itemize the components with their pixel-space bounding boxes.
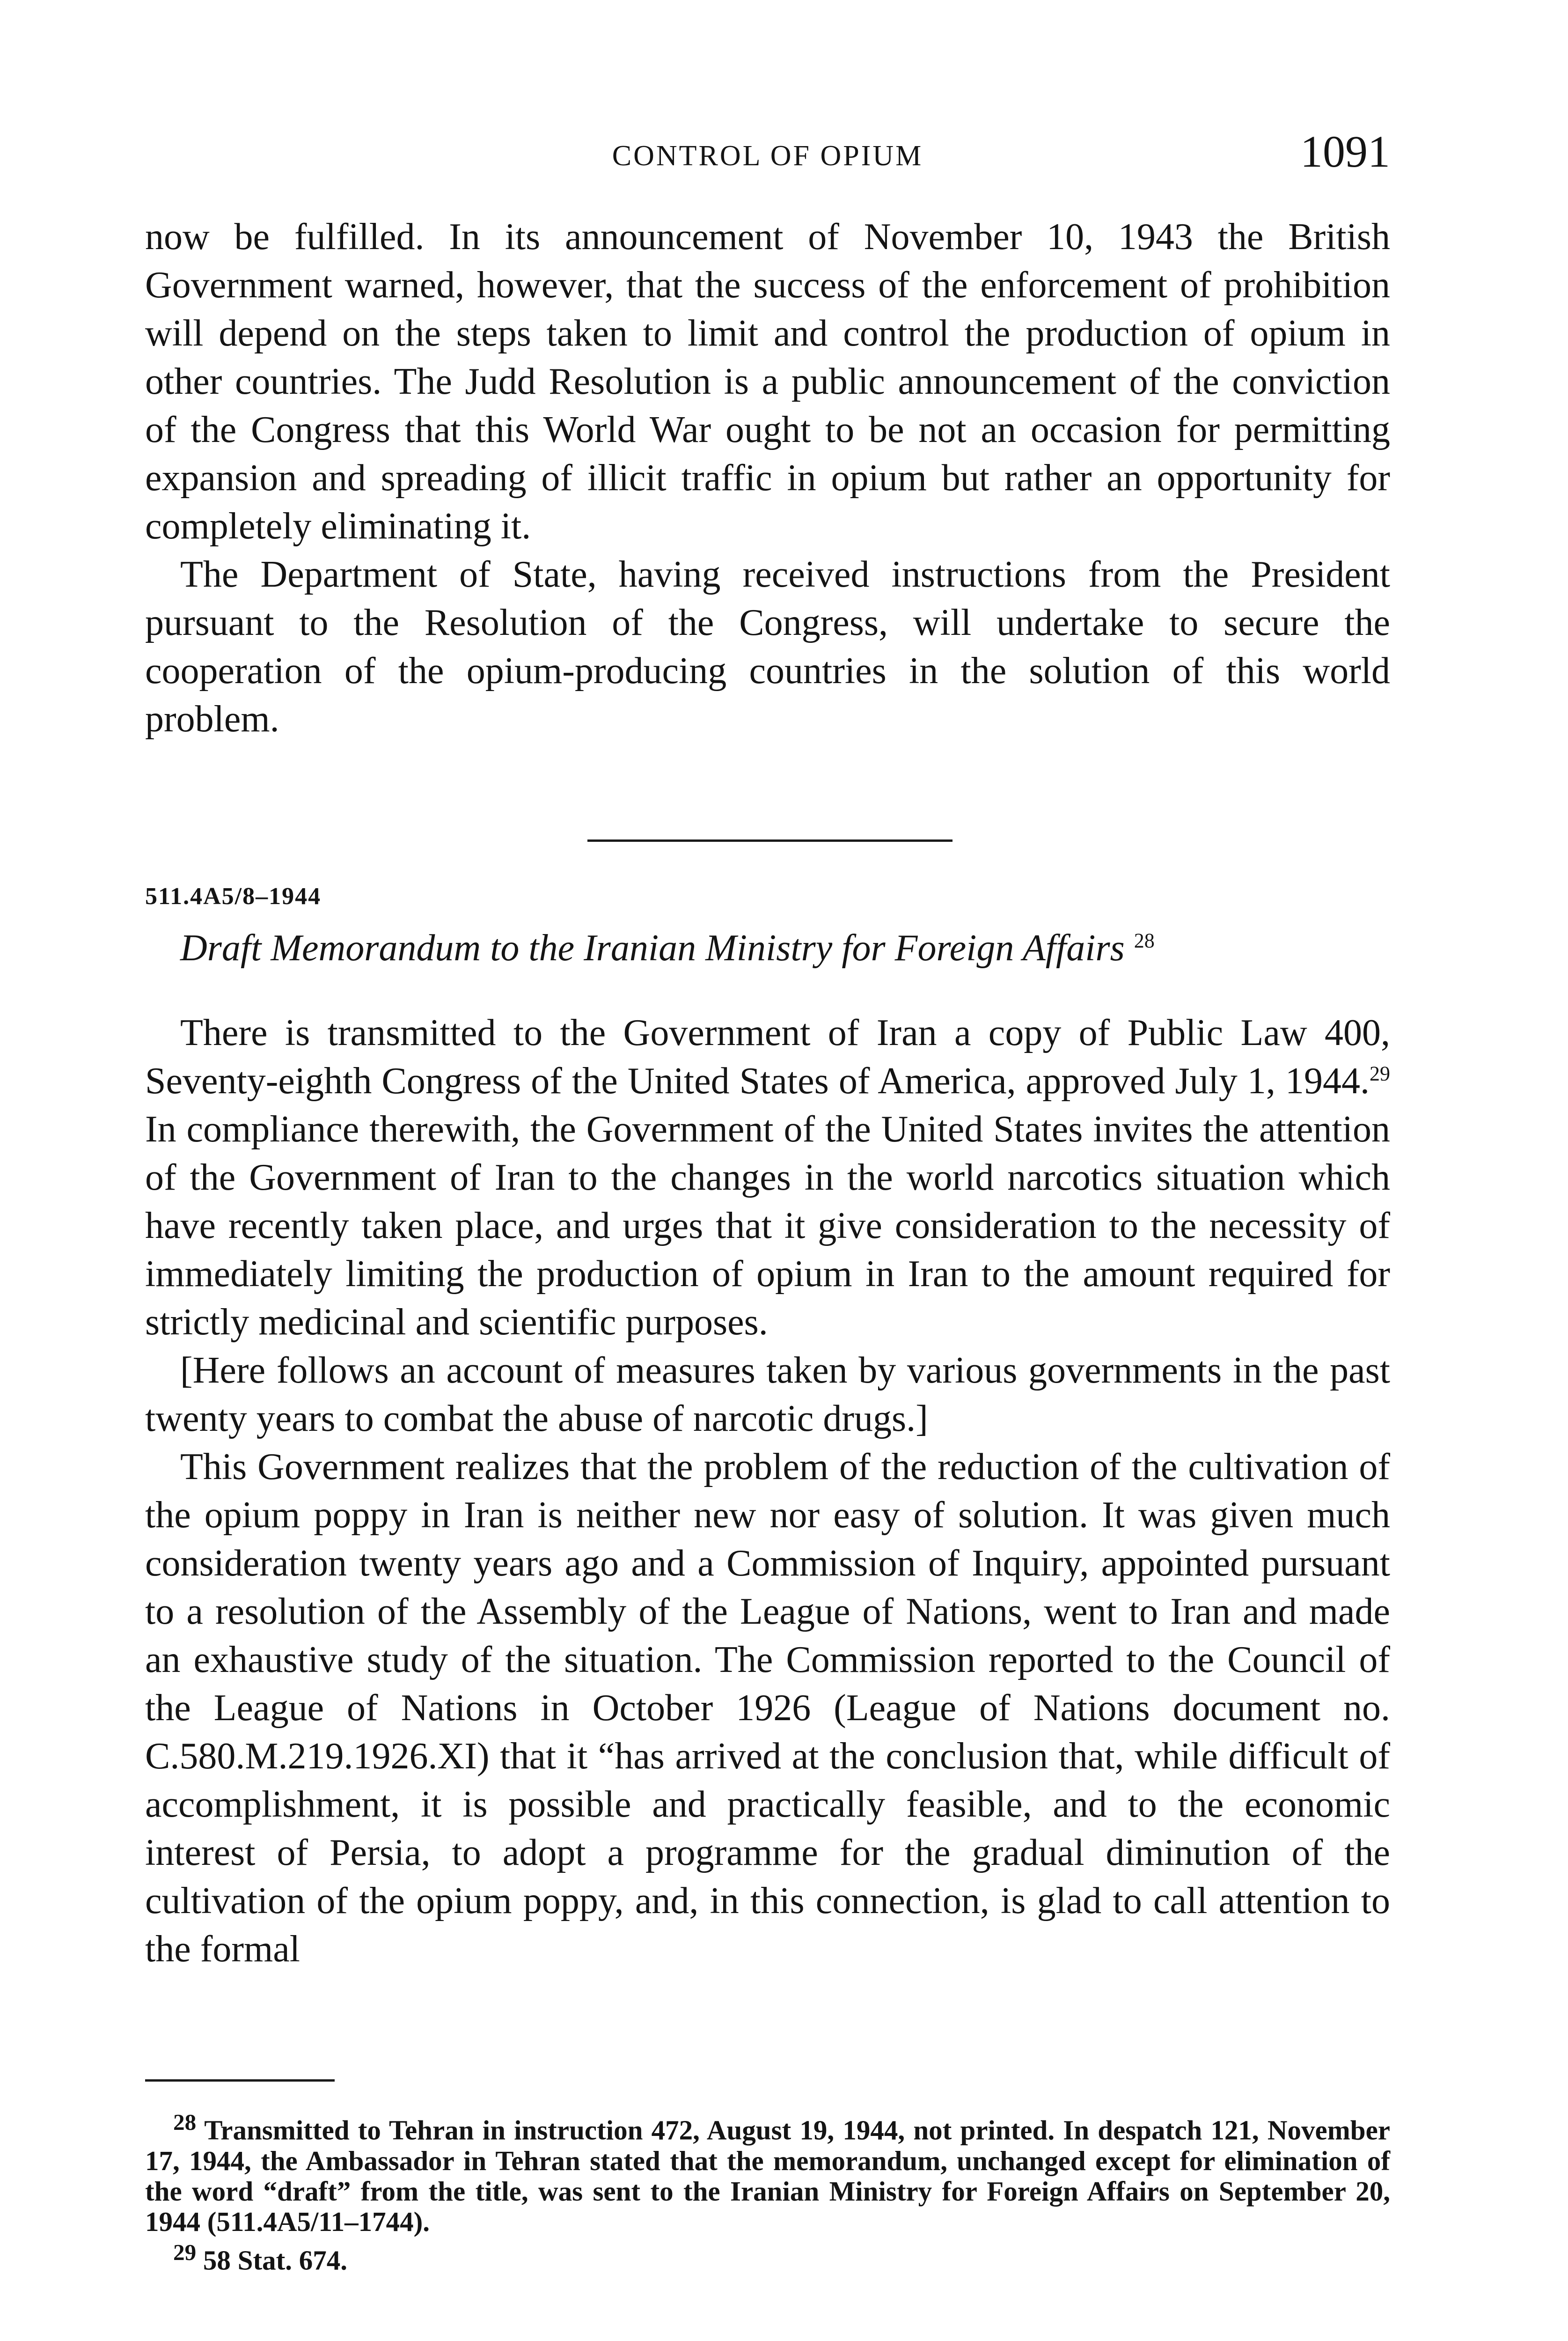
- footnote-28: [145, 2107, 1390, 2237]
- memorandum-paragraph-1: [145, 1009, 1390, 1347]
- memorandum-paragraph-2: [Here follows an account of measures taken by various governments in the past twenty years to combat the abuse of narcotic drugs.]: [145, 1350, 1390, 1439]
- paragraph-continued: now be fulfilled. In its announcement of November 10, 1943 the British Government warned, however, that the success of the enforcement of prohibition will depend on the steps taken to limit and control the production of opium in other countries. The Judd Resolution is a public announcement of the conviction of the Congress that this World War ought to be not an occasion for permitting expansion and spreading of illicit traffic in opium but rather an opportunity for completely eliminating it.: [145, 216, 1390, 547]
- title-footnote-ref: 28: [1134, 929, 1155, 952]
- document-title-text: Draft Memorandum to the Iranian Ministry for Foreign Affairs: [180, 928, 1125, 969]
- memorandum-paragraph-3: This Government realizes that the problem of the reduction of the cultivation of the opium poppy in Iran is neither new nor easy of solution. It was given much consideration twenty years ago and a Commission of Inquiry, appointed pursuant to a resolution of the Assembly of the League of Nations, went to Iran and made an exhaustive study of the situation. The Commission reported to the Council of the League of Nations in October 1926 (League of Nations document no. C.580.M.219.1926.XI) that it “has arrived at the conclusion that, while difficult of accomplishment, it is possible and practically feasible, and to the economic interest of Persia, to adopt a programme for the gradual diminution of the cultivation of the opium poppy, and, in this connection, is glad to call attention to the formal: [145, 1446, 1390, 1970]
- footnote-29-text: 58 Stat. 674.: [196, 2245, 348, 2276]
- paragraph-department-of-state: The Department of State, having received instructions from the President pursuant to the Resolution of the Congress, will undertake to secure the cooperation of the opium-producing countries in the solution of this world problem.: [145, 554, 1390, 740]
- memorandum-paragraph-1-text-b: In compliance therewith, the Government of the United States invites the attention of the Government of Iran to the changes in the world narcotics situation which have recently taken place, and urges that it give consideration to the necessity of immediately limiting the production of opium in Iran to the amount required for strictly medicinal and scientific purposes.: [145, 1109, 1390, 1343]
- page-number: 1091: [1300, 126, 1390, 177]
- footnote-29: [145, 2237, 1390, 2276]
- footnotes: [145, 2107, 1390, 2275]
- footnote-28-text: Transmitted to Tehran in instruction 472, August 19, 1944, not printed. In despatch 121, November 17, 1944, the Ambassador in Tehran stated that the memorandum, unchanged except for elimination of the word “draft” from the title, was sent to the Iranian Ministry for Foreign Affairs on September 20, 1944 (511.4A5/11–1744).: [145, 2114, 1390, 2237]
- footnote-rule: [145, 2079, 335, 2082]
- memorandum-paragraph-1-text-a: There is transmitted to the Government of Iran a copy of Public Law 400, Seventy-eighth Congress of the United States of America, approved July 1, 1944.: [145, 1012, 1390, 1102]
- continued-text-section: [145, 213, 1390, 744]
- section-divider: [587, 839, 953, 842]
- document-title: [180, 927, 1155, 970]
- file-number: 511.4A5/8–1944: [145, 883, 322, 910]
- memorandum-body: [145, 1009, 1390, 1973]
- paragraph-footnote-ref: 29: [1370, 1062, 1390, 1085]
- running-title: CONTROL OF OPIUM: [612, 140, 923, 172]
- running-header: [145, 125, 1390, 182]
- footnote-28-marker: 28: [173, 2109, 197, 2135]
- footnote-29-marker: 29: [173, 2239, 197, 2265]
